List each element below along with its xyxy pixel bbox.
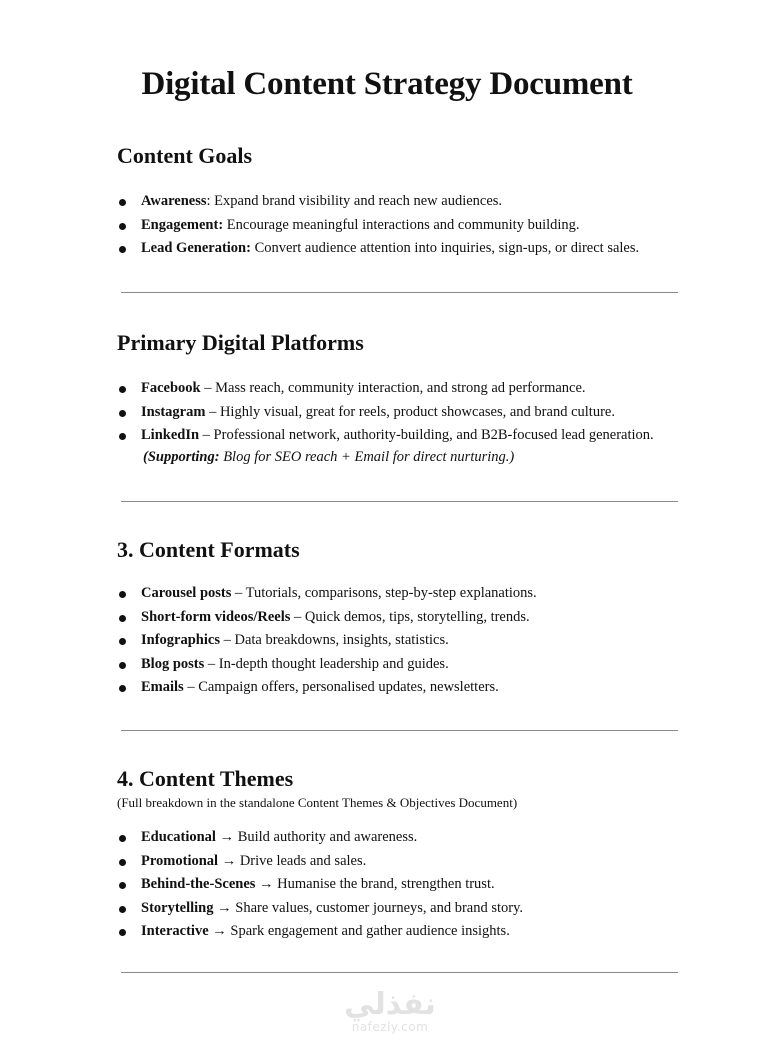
platforms-list: [117, 377, 654, 448]
bullet-icon: [119, 615, 126, 622]
item-term: Awareness: [141, 193, 207, 209]
item-term: Educational: [141, 829, 216, 845]
item-description: Spark engagement and gather audience insights.: [230, 923, 510, 939]
content-formats-list: [117, 582, 537, 700]
platforms-supporting-note: [143, 449, 514, 466]
watermark-logo: [335, 987, 445, 1034]
list-item: [117, 237, 639, 261]
item-term: Interactive: [141, 923, 209, 939]
bullet-icon: [119, 433, 126, 440]
item-separator: →: [213, 899, 236, 916]
item-separator: –: [290, 608, 305, 625]
bullet-icon: [119, 246, 126, 253]
item-separator: →: [218, 852, 240, 869]
bullet-icon: [119, 638, 126, 645]
item-description: Quick demos, tips, storytelling, trends.: [304, 608, 530, 625]
item-term: Promotional: [141, 852, 219, 869]
bullet-icon: [119, 882, 126, 889]
item-term: Behind-the-Scenes: [141, 876, 256, 892]
item-separator: →: [255, 876, 278, 892]
item-separator: –: [183, 679, 199, 695]
item-term: LinkedIn: [141, 427, 200, 443]
list-item: [117, 606, 537, 630]
item-description: Share values, customer journeys, and brand story.: [235, 899, 524, 916]
bullet-icon: [119, 410, 126, 417]
bullet-icon: [119, 835, 126, 842]
item-description: Convert audience attention into inquiries, sign-ups, or direct sales.: [254, 240, 640, 256]
item-description: Tutorials, comparisons, step-by-step explanations.: [245, 585, 537, 601]
item-description: Humanise the brand, strengthen trust.: [277, 876, 495, 892]
list-item: [117, 826, 523, 850]
bullet-icon: [119, 929, 126, 936]
bullet-icon: [119, 199, 126, 206]
item-description: Professional network, authority-building, and B2B-focused lead generation.: [213, 427, 654, 443]
item-separator: –: [199, 427, 214, 443]
item-description: Data breakdowns, insights, statistics.: [234, 632, 449, 648]
item-separator: –: [204, 655, 219, 672]
item-separator: –: [231, 585, 246, 601]
item-description: Build authority and awareness.: [237, 829, 418, 845]
item-description: Highly visual, great for reels, product showcases, and brand culture.: [219, 403, 615, 420]
section-heading-platforms: Primary Digital Platforms: [117, 330, 364, 355]
item-separator: –: [219, 632, 235, 648]
list-item: [117, 190, 639, 214]
item-description: Expand brand visibility and reach new audiences.: [214, 193, 503, 209]
item-description: In-depth thought leadership and guides.: [218, 655, 449, 672]
item-term: Facebook: [141, 380, 201, 396]
watermark-url: nafezly.com: [351, 1020, 429, 1034]
item-term: Emails: [141, 679, 184, 695]
list-item: [117, 897, 523, 921]
section-heading-content-themes: 4. Content Themes: [117, 766, 294, 791]
list-item: [117, 873, 523, 897]
list-item: [117, 401, 654, 425]
list-item: [117, 653, 537, 677]
list-item: [117, 676, 537, 700]
note-label: (Supporting:: [143, 449, 220, 465]
item-term: Instagram: [141, 403, 206, 420]
item-description: Mass reach, community interaction, and strong ad performance.: [215, 380, 586, 396]
item-description: Drive leads and sales.: [239, 852, 367, 869]
bullet-icon: [119, 223, 126, 230]
item-separator: –: [205, 403, 220, 420]
list-item: [117, 582, 537, 606]
list-item: [117, 377, 654, 401]
list-item: [117, 214, 639, 238]
section-divider: [121, 730, 678, 731]
item-description: Campaign offers, personalised updates, newsletters.: [198, 679, 499, 695]
item-separator: :: [206, 193, 215, 209]
section-heading-content-goals: Content Goals: [117, 143, 253, 168]
section-heading-content-formats: 3. Content Formats: [117, 537, 300, 562]
bullet-icon: [119, 859, 126, 866]
item-separator: –: [200, 380, 216, 396]
note-text: Blog for SEO reach + Email for direct nurturing.): [219, 449, 515, 465]
item-term: Storytelling: [141, 899, 214, 916]
item-term: Blog posts: [141, 655, 205, 672]
watermark-arabic: نفذلي: [344, 987, 436, 1022]
item-term: Lead Generation:: [141, 240, 251, 256]
list-item: [117, 629, 537, 653]
item-separator: →: [208, 923, 231, 939]
content-themes-subtitle: (Full breakdown in the standalone Content Themes & Objectives Document): [117, 795, 518, 810]
list-item: [117, 850, 523, 874]
item-term: Carousel posts: [141, 585, 232, 601]
item-term: Engagement:: [141, 216, 224, 233]
document-title: Digital Content Strategy Document: [141, 66, 633, 102]
list-item: [117, 920, 523, 944]
section-divider: [121, 972, 678, 973]
item-separator: →: [215, 829, 238, 845]
item-term: Short-form videos/Reels: [141, 608, 291, 625]
item-term: Infographics: [141, 632, 220, 648]
bullet-icon: [119, 906, 126, 913]
bullet-icon: [119, 685, 126, 692]
item-description: Encourage meaningful interactions and community building.: [226, 216, 580, 233]
bullet-icon: [119, 591, 126, 598]
content-themes-list: [117, 826, 523, 944]
content-goals-list: [117, 190, 639, 261]
bullet-icon: [119, 386, 126, 393]
bullet-icon: [119, 662, 126, 669]
section-divider: [121, 292, 678, 293]
section-divider: [121, 501, 678, 502]
list-item: [117, 424, 654, 448]
